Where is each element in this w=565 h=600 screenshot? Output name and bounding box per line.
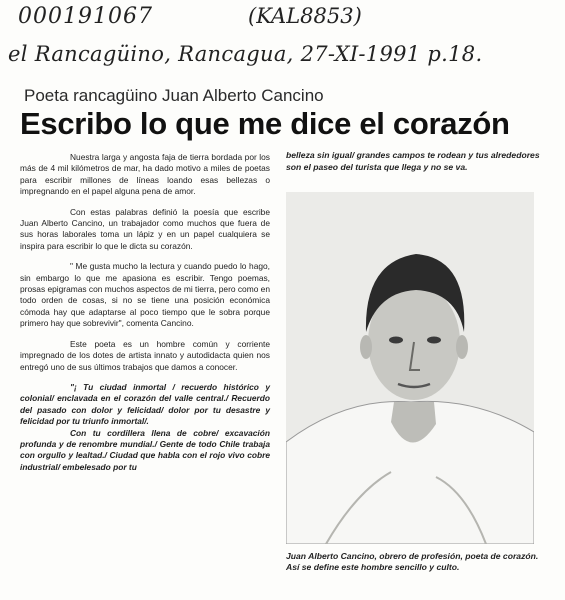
article-paragraph: Este poeta es un hombre común y corriente impregnado de los dotes de artista innato y autodidacta quien nos entregó uno de sus últimos trabajos que damos a conocer. xyxy=(20,338,270,372)
photo-caption: Juan Alberto Cancino, obrero de profesión, poeta de corazón. Así se define este hombre sencillo y culto. xyxy=(286,551,539,573)
article-kicker: Poeta rancagüino Juan Alberto Cancino xyxy=(24,86,324,105)
poem-continuation: belleza sin igual/ grandes campos te rodean y tus alrededores son el paseo del turista que llega y no se va. xyxy=(286,150,540,172)
article-paragraph: " Me gusta mucho la lectura y cuando puedo lo hago, sin embargo lo que me apasiona es escribir. Tengo poemas, prosas epigramas con muchos aspectos de mi tierra, pero como en todo orden de cosas, si no se tiene una posición económica cómoda hay que adaptarse al poco tiempo que le sobra porque primero hay que sobrevivir", comenta Cancino. xyxy=(20,261,270,329)
article-left-column xyxy=(20,152,270,473)
poem-stanza: "¡ Tu ciudad inmortal / recuerdo histórico y colonial/ enclavada en el corazón del valle central./ Recuerdo del pasado con dolor y felicidad/ dolor por tu desastre y felicidad por tu triunfo inmortal/. xyxy=(20,381,270,427)
article-paragraph: Con estas palabras definió la poesía que escribe Juan Alberto Cancino, un trabajador como muchos que fuera de sus horas laborales toma un lápiz y en un papel cualquiera se inspira para escribir lo que le dicta su corazón. xyxy=(20,206,270,251)
article-headline: Escribo lo que me dice el corazón xyxy=(20,106,510,141)
poem-stanza: Con tu cordillera llena de cobre/ excavación profunda y de renombre mundial./ Gente de todo Chile trabaja con orgullo y lealtad./ Ciudad que habla con el rojo vivo cobre industrial/ embelesado por tu xyxy=(20,427,270,472)
handwritten-source-line: el Rancagüino, Rancagua, 27-XI-1991 p.18. xyxy=(8,42,483,66)
article-paragraph: Nuestra larga y angosta faja de tierra bordada por los más de 4 mil kilómetros de mar, ha dado motivo a miles de poetas para escribir millones de líneas loando esas bellezas o impregnando en el papel alguna pena de amor. xyxy=(20,152,270,197)
handwritten-id-number: 000191067 xyxy=(18,4,153,29)
portrait-illustration xyxy=(286,192,534,544)
handwritten-catalog-code: (KAL8853) xyxy=(248,4,362,28)
portrait-photo xyxy=(286,192,534,544)
